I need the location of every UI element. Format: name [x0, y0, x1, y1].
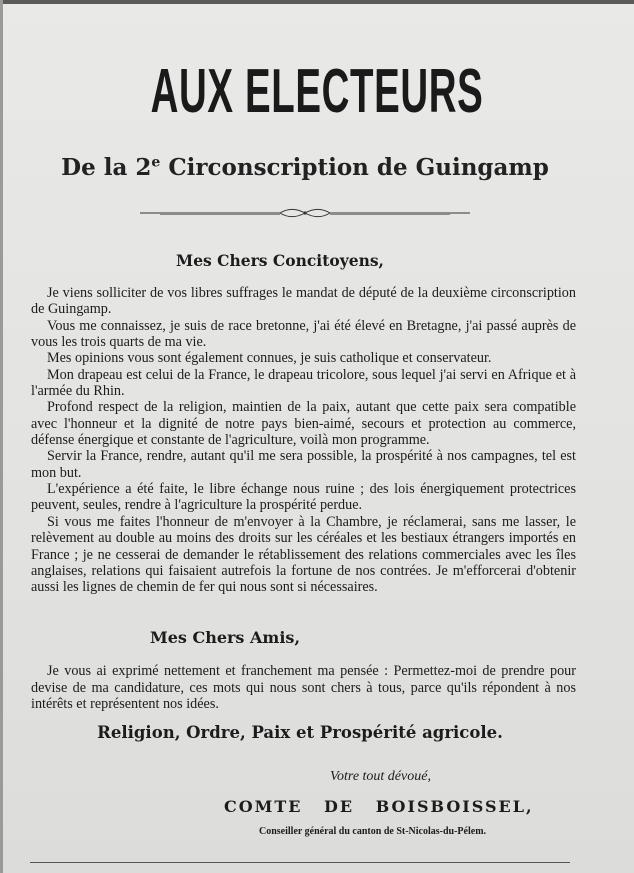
- body-text: [31, 285, 576, 596]
- signer-title: Conseiller général du canton de St-Nicolas-du-Pélem.: [259, 826, 487, 837]
- poster-subtitle: [0, 154, 610, 181]
- salutation-concitoyens: Mes Chers Concitoyens,: [176, 251, 384, 270]
- signature: COMTE DE BOISBOISSEL,: [224, 797, 534, 816]
- paragraph: Profond respect de la religion, maintien de la paix, autant que cette paix sera compatible avec l'honneur et la dignité de notre pays bien-aimé, secours et protection au commerce, défense énergique et constante de l'agriculture, voilà mon programme.: [31, 399, 576, 449]
- closing-paragraph: Je vous ai exprimé nettement et franchement ma pensée : Permettez-moi de prendre pour devise de ma candidature, ces mots qui nous sont chers à tous, parce qu'ils répondent à nos intérêts et représentent nos idées.: [31, 663, 576, 713]
- motto: Religion, Ordre, Paix et Prospérité agricole.: [97, 723, 503, 742]
- paragraph: Mes opinions vous sont également connues, je suis catholique et conservateur.: [47, 350, 492, 367]
- paragraph: Je viens solliciter de vos libres suffrages le mandat de député de la deuxième circonscription de Guingamp.: [31, 285, 576, 318]
- left-edge: [0, 0, 3, 873]
- paragraph: L'expérience a été faite, le libre échange nous ruine ; des lois énergiquement protectrices peuvent, seules, rendre à l'agriculture la prospérité perdue.: [31, 481, 576, 514]
- closing-phrase: Votre tout dévoué,: [330, 769, 431, 784]
- subtitle-prefix: De la 2: [61, 154, 152, 181]
- salutation-amis: Mes Chers Amis,: [149, 628, 301, 647]
- ornament-divider: [140, 206, 470, 220]
- closing-text: [31, 663, 576, 713]
- subtitle-sup: e: [151, 154, 161, 171]
- bottom-rule: [30, 862, 570, 863]
- subtitle-suffix: Circonscription de Guingamp: [160, 154, 549, 181]
- poster-title: AUX ELECTEURS: [150, 57, 484, 126]
- paragraph: Vous me connaissez, je suis de race bretonne, j'ai été élevé en Bretagne, j'ai passé auprès de vous les trois quarts de ma vie.: [31, 317, 576, 351]
- paragraph: Mon drapeau est celui de la France, le drapeau tricolore, sous lequel j'ai servi en Afrique et à l'armée du Rhin.: [31, 366, 576, 400]
- paragraph: Servir la France, rendre, autant qu'il me sera possible, la prospérité à nos campagnes, tel est mon but.: [31, 448, 576, 481]
- top-edge: [0, 0, 634, 4]
- paragraph: Si vous me faites l'honneur de m'envoyer à la Chambre, je réclamerai, sans me lasser, le relèvement au double au moins des droits sur les céréales et les bestiaux étrangers importés en France ; je ne cesserai de demander le rétablissement des relations commerciales avec les îles anglaises, relations qui faisaient autrefois la fortune de nos contrées. Je m'efforcerai d'obtenir aussi les lignes de chemin de fer qui nous sont si nécessaires.: [31, 513, 576, 596]
